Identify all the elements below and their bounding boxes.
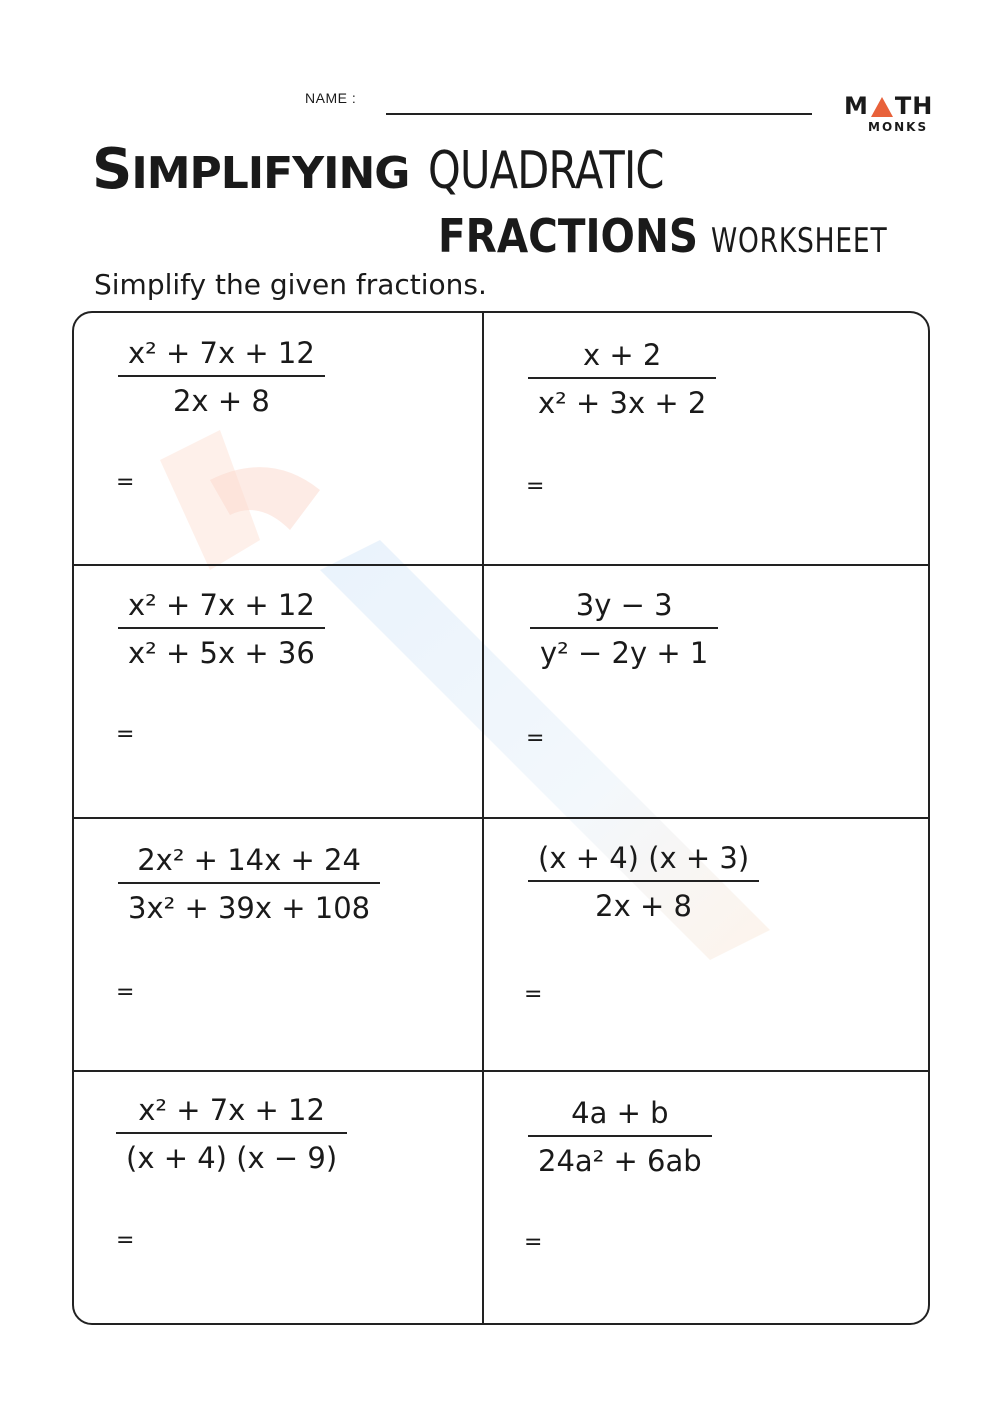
grid-divider-horizontal	[73, 817, 929, 819]
problem-4-answer[interactable]: =	[526, 726, 545, 751]
problem-5-fraction	[118, 840, 380, 928]
problem-7-fraction	[116, 1090, 347, 1178]
problem-2-denominator: x² + 3x + 2	[538, 386, 707, 420]
title-word-simplifying: IMPLIFYING	[131, 148, 410, 199]
problem-3-fraction	[118, 585, 325, 673]
fraction-bar	[528, 1135, 712, 1137]
problem-3-denominator: x² + 5x + 36	[128, 636, 315, 670]
problem-7-numerator: x² + 7x + 12	[138, 1093, 325, 1127]
problem-2-fraction	[528, 335, 716, 423]
fraction-bar	[118, 627, 325, 629]
logo-text-left: M	[844, 92, 869, 120]
problem-6-denominator: 2x + 8	[595, 889, 692, 923]
logo-text-right: TH	[894, 92, 934, 120]
problem-4-fraction	[530, 585, 718, 673]
grid-divider-horizontal	[73, 564, 929, 566]
page-title-line1	[92, 137, 722, 204]
grid-divider-horizontal	[73, 1070, 929, 1072]
triangle-icon	[870, 96, 894, 118]
problem-3-numerator: x² + 7x + 12	[128, 588, 315, 622]
title-word-quadratic: QUADRATIC	[427, 141, 664, 201]
problem-1-denominator: 2x + 8	[172, 384, 270, 418]
problem-6-numerator: (x + 4) (x + 3)	[538, 841, 750, 875]
problem-4-numerator: 3y − 3	[575, 588, 673, 622]
instructions: Simplify the given fractions.	[94, 268, 487, 301]
problem-1-fraction	[118, 333, 325, 421]
problem-7-answer[interactable]: =	[116, 1228, 135, 1253]
problem-5-denominator: 3x² + 39x + 108	[128, 891, 371, 925]
page-title-line2	[438, 208, 937, 275]
problem-6-answer[interactable]: =	[524, 982, 543, 1007]
fraction-bar	[118, 882, 380, 884]
problem-2-answer[interactable]: =	[526, 474, 545, 499]
problem-5-answer[interactable]: =	[116, 980, 135, 1005]
problem-1-numerator: x² + 7x + 12	[128, 336, 315, 370]
name-answer-line[interactable]	[386, 113, 812, 115]
problem-8-numerator: 4a + b	[571, 1096, 669, 1130]
problem-4-denominator: y² − 2y + 1	[540, 636, 709, 670]
title-initial: S	[92, 137, 132, 202]
title-word-worksheet: WORKSHEET	[710, 221, 887, 261]
name-label: NAME :	[305, 90, 357, 106]
problem-8-answer[interactable]: =	[524, 1230, 543, 1255]
problem-8-fraction	[528, 1093, 712, 1181]
fraction-bar	[116, 1132, 347, 1134]
problem-8-denominator: 24a² + 6ab	[538, 1144, 702, 1178]
problem-3-answer[interactable]: =	[116, 722, 135, 747]
math-monks-logo	[844, 94, 934, 134]
title-word-fractions: FRACTIONS	[438, 209, 698, 263]
problem-7-denominator: (x + 4) (x − 9)	[126, 1141, 338, 1175]
problem-1-answer[interactable]: =	[116, 470, 135, 495]
fraction-bar	[528, 880, 759, 882]
problem-5-numerator: 2x² + 14x + 24	[137, 843, 361, 877]
problem-6-fraction	[528, 838, 759, 926]
fraction-bar	[528, 377, 716, 379]
logo-subtext: MONKS	[868, 120, 929, 134]
fraction-bar	[530, 627, 718, 629]
problem-2-numerator: x + 2	[582, 338, 662, 372]
fraction-bar	[118, 375, 325, 377]
